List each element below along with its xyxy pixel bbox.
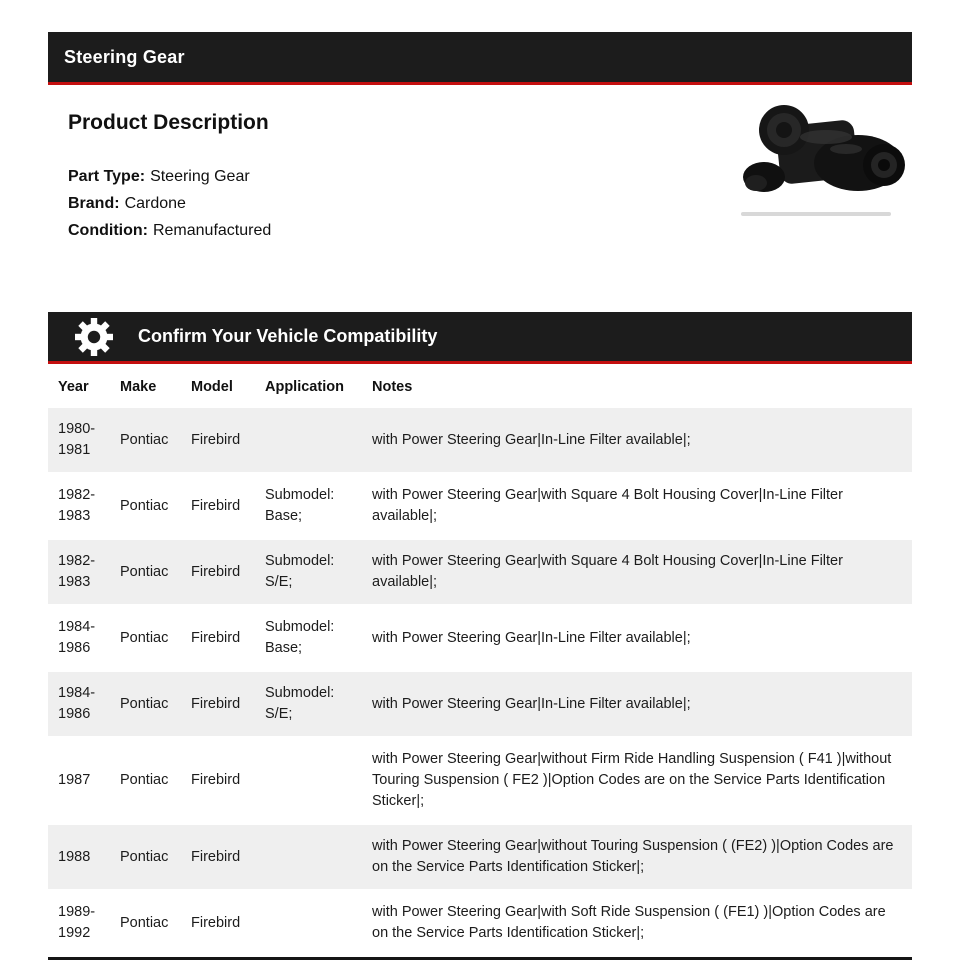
table-row	[48, 737, 912, 824]
cell-make: Pontiac	[120, 431, 169, 448]
cell-make: Pontiac	[120, 695, 169, 712]
cell-make: Pontiac	[120, 848, 169, 865]
cell-model: Firebird	[191, 563, 241, 580]
part-type-value: Steering Gear	[150, 168, 250, 185]
product-title-bar	[48, 32, 912, 85]
col-header-notes: Notes	[362, 364, 912, 408]
brand-value: Cardone	[124, 195, 186, 212]
table-row	[48, 890, 912, 956]
cell-notes: with Power Steering Gear|without Touring Suspension ( (FE2) )|Option Codes are on the Service Parts Identification Sticker|;	[372, 838, 894, 875]
compatibility-header-bar	[48, 312, 912, 364]
cell-model: Firebird	[191, 695, 241, 712]
col-header-make: Make	[110, 364, 181, 408]
cell-notes: with Power Steering Gear|In-Line Filter available|;	[372, 431, 691, 448]
cell-notes: with Power Steering Gear|with Square 4 Bolt Housing Cover|In-Line Filter available|;	[372, 487, 843, 524]
cell-notes: with Power Steering Gear|with Soft Ride Suspension ( (FE1) )|Option Codes are on the Service Parts Identification Sticker|;	[372, 904, 886, 941]
compatibility-header-label: Confirm Your Vehicle Compatibility	[138, 326, 438, 346]
brand-label: Brand:	[68, 195, 120, 212]
cell-model: Firebird	[191, 772, 241, 788]
cell-notes: with Power Steering Gear|In-Line Filter available|;	[372, 695, 691, 712]
cell-year: 1984-1986	[58, 685, 96, 722]
cell-make: Pontiac	[120, 563, 169, 580]
condition-value: Remanufactured	[152, 222, 272, 239]
condition-field	[68, 217, 892, 244]
table-row	[48, 539, 912, 605]
cell-application: Submodel: Base;	[265, 487, 335, 524]
compat-table-body	[48, 408, 912, 956]
cell-model: Firebird	[191, 431, 241, 448]
table-row	[48, 824, 912, 890]
cell-notes: with Power Steering Gear|In-Line Filter available|;	[372, 629, 691, 646]
product-description-section	[48, 85, 912, 278]
compatibility-table	[48, 364, 912, 957]
listing-page	[48, 32, 912, 960]
cell-application	[255, 408, 362, 473]
product-image-caption	[741, 212, 891, 216]
cell-model: Firebird	[191, 914, 241, 931]
cell-notes: with Power Steering Gear|with Square 4 Bolt Housing Cover|In-Line Filter available|;	[372, 553, 843, 590]
col-header-application: Application	[255, 364, 362, 408]
cell-model: Firebird	[191, 629, 241, 646]
cell-make: Pontiac	[120, 914, 169, 931]
cell-year: 1982-1983	[58, 487, 96, 524]
table-row	[48, 408, 912, 473]
cell-notes: with Power Steering Gear|without Firm Ride Handling Suspension ( F41 )|without Touring Suspension ( FE2 )|Option Codes are on the Service Parts Identification Sticker|;	[372, 751, 892, 809]
col-header-model: Model	[181, 364, 255, 408]
cell-model: Firebird	[191, 848, 241, 865]
cell-make: Pontiac	[120, 629, 169, 646]
cell-year: 1988	[58, 848, 91, 865]
cell-year: 1987	[58, 772, 91, 788]
table-row	[48, 605, 912, 671]
table-header-row	[48, 364, 912, 408]
cell-application: Submodel: S/E;	[265, 553, 335, 590]
cell-model: Firebird	[191, 497, 241, 514]
col-header-year: Year	[48, 364, 110, 408]
cell-year: 1982-1983	[58, 553, 96, 590]
product-title-bar-label: Steering Gear	[64, 46, 185, 67]
cell-year: 1984-1986	[58, 619, 96, 656]
cell-year: 1989-1992	[58, 904, 96, 941]
table-row	[48, 671, 912, 737]
cell-application	[255, 737, 362, 824]
cell-make: Pontiac	[120, 497, 169, 514]
product-description-heading: Product Description	[68, 111, 269, 134]
cell-year: 1980-1981	[58, 421, 96, 458]
cell-application: Submodel: S/E;	[265, 685, 335, 722]
cell-make: Pontiac	[120, 772, 169, 788]
cell-application	[255, 824, 362, 890]
condition-label: Condition:	[68, 222, 148, 239]
cell-application	[255, 890, 362, 956]
table-row	[48, 473, 912, 539]
gear-icon	[74, 317, 114, 357]
cell-application: Submodel: Base;	[265, 619, 335, 656]
part-type-label: Part Type:	[68, 168, 146, 185]
product-image	[726, 97, 906, 216]
